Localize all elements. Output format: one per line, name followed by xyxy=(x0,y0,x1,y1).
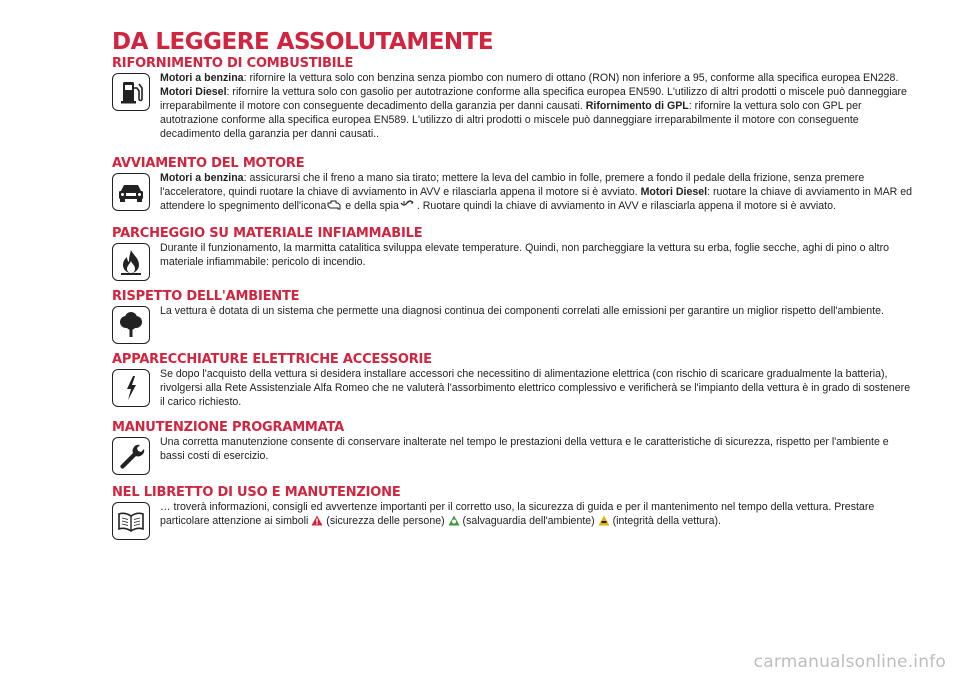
section-engine-start xyxy=(112,156,912,213)
bold-label: Motori a benzina xyxy=(160,72,244,84)
text-span: : rifornire la vettura solo con gasolio per autotrazione conforme alla specifica europea EN590. L'utilizzo di altri prodotti o miscele può danneggiare irreparabilmente il motore con conseguente decadimento della garanzia per danni causati. xyxy=(160,86,907,112)
section-maintenance xyxy=(112,420,912,475)
section-heading: RIFORNIMENTO DI COMBUSTIBILE xyxy=(112,56,354,71)
text-span: : rifornire la vettura solo con GPL per autotrazione conforme alla specifica europea EN589. L'utilizzo di altri prodotti o miscele può danneggiare irreparabilmente il motore con conseguente decadimento della garanzia per danni causati.. xyxy=(160,100,862,140)
section-text xyxy=(160,171,912,213)
section-electrical xyxy=(112,352,912,409)
page-title: DA LEGGERE ASSOLUTAMENTE xyxy=(112,29,494,55)
bold-label: Motori a benzina xyxy=(160,172,244,184)
section-text: La vettura è dotata di un sistema che permette una diagnosi continua dei componenti correlati alle emissioni per garantire un miglior rispetto dell'ambiente. xyxy=(160,305,884,317)
text-span: … troverà informazioni, consigli ed avvertenze importanti per il corretto uso, la sicurezza di guida e per il mantenimento nel tempo della vettura. Prestare particolare attenzione ai simboli xyxy=(160,501,875,527)
section-text: Una corretta manutenzione consente di conservare inalterate nel tempo le prestazioni della vettura e le caratteristiche di sicurezza, rispetto per l'ambiente e bassi costi di esercizio. xyxy=(160,436,889,462)
text-span: : assicurarsi che il freno a mano sia tirato; mettere la leva del cambio in folle, premere a fondo il pedale della frizione, senza premere l'acceleratore, quindi ruotare la chiave di avviamento in AVV e rilasciarla appena il motore si è avviato. xyxy=(160,172,865,198)
section-text xyxy=(160,500,912,528)
lightning-icon xyxy=(112,369,150,407)
wrench-icon xyxy=(112,437,150,475)
section-text xyxy=(160,71,912,141)
text-span: (sicurezza delle persone) xyxy=(323,515,445,527)
environment-icon xyxy=(448,515,460,526)
glow-plug-icon xyxy=(399,199,417,211)
fire-icon xyxy=(112,243,150,281)
bold-label: Motori Diesel xyxy=(160,86,227,98)
section-heading: AVVIAMENTO DEL MOTORE xyxy=(112,156,305,171)
section-heading: MANUTENZIONE PROGRAMMATA xyxy=(112,420,345,435)
section-heading: APPARECCHIATURE ELETTRICHE ACCESSORIE xyxy=(112,352,432,367)
vehicle-integrity-icon xyxy=(598,515,610,526)
open-book-icon xyxy=(112,502,150,540)
section-manual xyxy=(112,485,912,540)
text-span: : rifornire la vettura solo con benzina senza piombo con numero di ottano (RON) non inferiore a 95, conforme alla specifica europea EN228. xyxy=(243,72,899,84)
section-text: Se dopo l'acquisto della vettura si desidera installare accessori che necessitino di alimentazione elettrica (con rischio di scaricare gradualmente la batteria), rivolgersi alla Rete Assistenziale Alfa Romeo che ne valuterà l'assorbimento elettrico complessivo e verificherà se l'impianto della vettura è in grado di sostenere il carico richiesto. xyxy=(160,368,911,408)
text-span: (integrità della vettura). xyxy=(609,515,721,527)
text-span: : ruotare la chiave di avviamento in MAR ed attendere lo spegnimento dell'icona xyxy=(160,186,913,212)
tree-icon xyxy=(112,306,150,344)
section-fuel xyxy=(112,56,912,141)
engine-warning-icon xyxy=(326,199,342,211)
section-text: Durante il funzionamento, la marmitta catalitica sviluppa elevate temperature. Quindi, non parcheggiare la vettura su erba, foglie secche, aghi di pino o altro materiale infiammabile: pericolo di incendio. xyxy=(160,242,890,268)
watermark-text: carmanualsonline.info xyxy=(753,652,946,672)
section-heading: RISPETTO DELL'AMBIENTE xyxy=(112,289,300,304)
fuel-pump-icon xyxy=(112,73,150,111)
text-span: (salvaguardia dell'ambiente) xyxy=(459,515,595,527)
bold-label: Motori Diesel xyxy=(640,186,708,198)
section-heading: NEL LIBRETTO DI USO E MANUTENZIONE xyxy=(112,485,401,500)
section-environment xyxy=(112,289,912,344)
safety-warning-icon xyxy=(311,515,323,526)
section-parking xyxy=(112,226,912,281)
car-front-icon xyxy=(112,173,150,211)
text-span: e della spia xyxy=(342,200,399,212)
page-content xyxy=(112,30,912,540)
text-span: . Ruotare quindi la chiave di avviamento in AVV e rilasciarla appena il motore si è avviato. xyxy=(416,200,836,212)
bold-label: Rifornimento di GPL xyxy=(585,100,689,112)
section-heading: PARCHEGGIO SU MATERIALE INFIAMMABILE xyxy=(112,226,423,241)
